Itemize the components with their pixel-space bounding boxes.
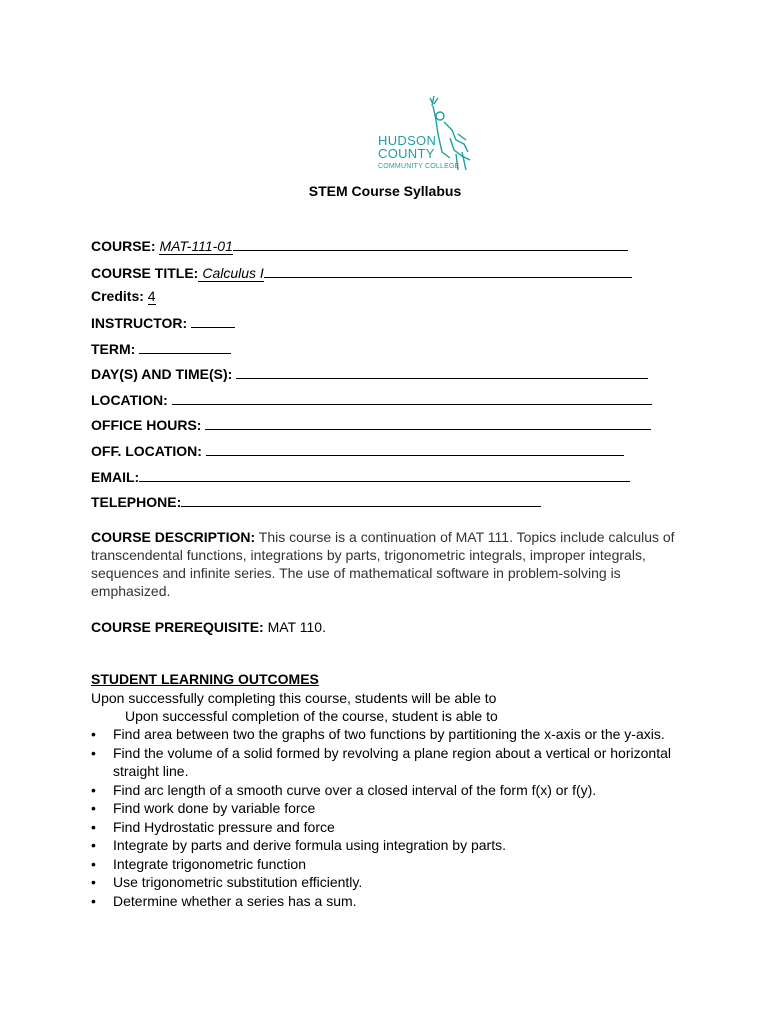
- office-hours-label: OFFICE HOURS:: [91, 417, 202, 433]
- list-item: • Find work done by variable force: [91, 799, 691, 818]
- list-item: • Find area between two the graphs of two functions by partitioning the x-axis or the y-axis.: [91, 725, 691, 744]
- learning-outcomes-list: [91, 725, 691, 910]
- location-label: LOCATION:: [91, 392, 168, 408]
- logo-text-community-college: COMMUNITY COLLEGE: [378, 163, 460, 170]
- off-location-label: OFF. LOCATION:: [91, 443, 202, 459]
- list-item: • Find arc length of a smooth curve over a closed interval of the form f(x) or f(y).: [91, 781, 691, 800]
- office-hours-blank-line: [205, 415, 651, 430]
- course-prerequisite-text: MAT 110.: [267, 619, 326, 635]
- logo-text-county: COUNTY: [378, 146, 435, 161]
- course-prerequisite-label: COURSE PREREQUISITE:: [91, 619, 264, 635]
- course-description-label: COURSE DESCRIPTION:: [91, 529, 256, 545]
- credits-field: [91, 288, 156, 306]
- credits-value: 4: [147, 288, 156, 304]
- telephone-blank-line: [181, 492, 541, 507]
- list-item: • Integrate trigonometric function: [91, 855, 691, 874]
- office-hours-field: [91, 415, 651, 433]
- term-field: [91, 339, 231, 357]
- course-label: COURSE:: [91, 238, 156, 254]
- learning-outcomes-intro: Upon successfully completing this course, students will be able to: [91, 690, 497, 706]
- list-item: • Find the volume of a solid formed by revolving a plane region about a vertical or horizontal straight line.: [91, 744, 691, 781]
- course-field: [91, 236, 628, 254]
- list-item: • Use trigonometric substitution efficiently.: [91, 873, 691, 892]
- term-blank-line: [139, 339, 231, 354]
- logo-text-hudson: HUDSON: [378, 133, 437, 148]
- off-location-field: [91, 441, 624, 459]
- learning-outcomes-title: STUDENT LEARNING OUTCOMES: [91, 671, 319, 687]
- list-item: • Integrate by parts and derive formula using integration by parts.: [91, 836, 691, 855]
- page-title: STEM Course Syllabus: [308, 183, 462, 199]
- email-label: EMAIL:: [91, 469, 140, 485]
- course-description: [91, 528, 681, 600]
- course-blank-line: [233, 236, 628, 251]
- telephone-field: [91, 492, 541, 510]
- telephone-label: TELEPHONE:: [91, 494, 182, 510]
- learning-outcomes-intro-secondary: Upon successful completion of the course, student is able to: [125, 708, 498, 724]
- email-field: [91, 467, 630, 485]
- credits-label: Credits:: [91, 288, 144, 304]
- list-item: • Determine whether a series has a sum.: [91, 892, 691, 911]
- off-location-blank-line: [206, 441, 624, 456]
- instructor-field: [91, 313, 235, 331]
- course-title-field: [91, 263, 632, 281]
- college-logo: [372, 94, 482, 174]
- email-blank-line: [139, 467, 630, 482]
- instructor-label: INSTRUCTOR:: [91, 315, 188, 331]
- location-field: [91, 390, 652, 408]
- days-times-blank-line: [236, 364, 648, 379]
- location-blank-line: [172, 390, 652, 405]
- course-description-text: This course is a continuation of MAT 111. Topics include calculus of transcendental functions, integrations by parts, trigonometric integrals, improper integrals, sequences and infinite series. The use of mathematical software in problem-solving is emphasized.: [91, 529, 675, 599]
- learning-outcomes-heading: [91, 670, 681, 688]
- course-title-value: Calculus I: [198, 265, 263, 282]
- course-value: MAT-111-01: [159, 238, 233, 254]
- list-item: • Find Hydrostatic pressure and force: [91, 818, 691, 837]
- term-label: TERM:: [91, 341, 136, 357]
- days-times-label: DAY(S) AND TIME(S):: [91, 366, 233, 382]
- course-title-label: COURSE TITLE:: [91, 265, 199, 281]
- course-title-blank-line: [264, 263, 632, 278]
- instructor-blank-line: [191, 313, 235, 328]
- course-prerequisite: [91, 618, 681, 636]
- days-times-field: [91, 364, 648, 382]
